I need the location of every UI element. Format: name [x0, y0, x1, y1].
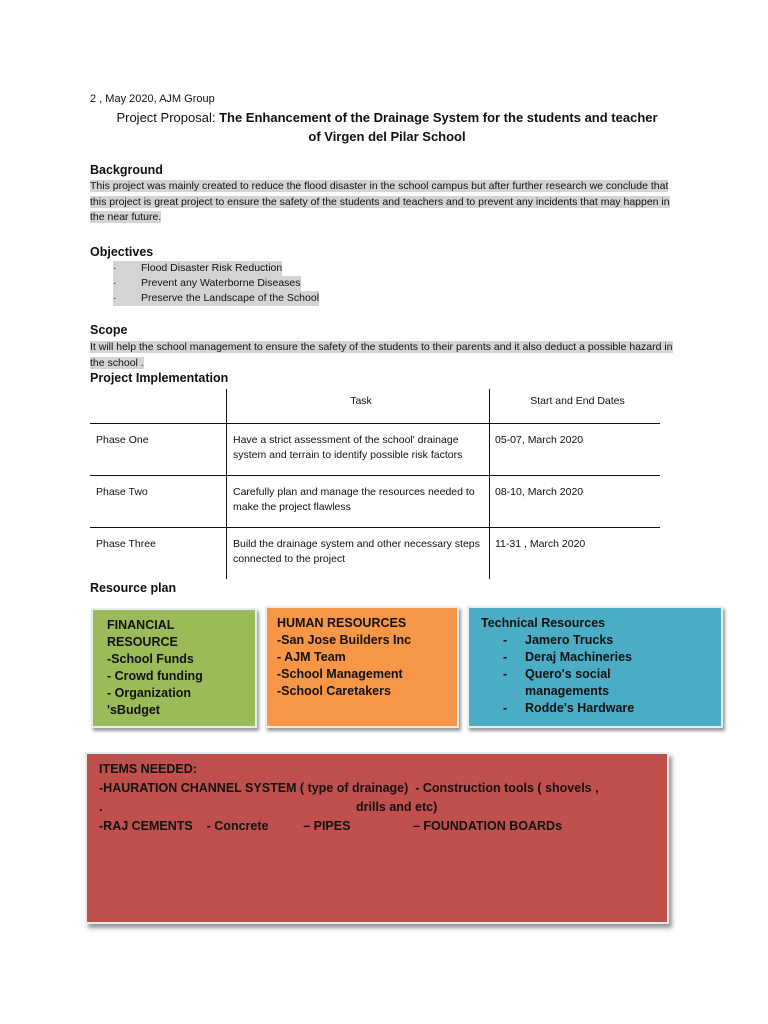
phase-cell: Phase Three — [96, 538, 156, 550]
technical-item: - Deraj Machineries — [503, 650, 632, 664]
financial-title: RESOURCE — [107, 635, 178, 649]
task-cell: Have a strict assessment of the school' drainage system and terrain to identify possible risk factors — [227, 424, 490, 476]
scope-heading: Scope — [90, 323, 128, 337]
financial-item: -School Funds — [107, 652, 194, 666]
background-heading: Background — [90, 163, 163, 177]
title-main-line1: The Enhancement of the Drainage System for the students and teacher — [219, 110, 658, 125]
financial-item: - Organization — [107, 686, 192, 700]
financial-item: - Crowd funding — [107, 669, 203, 683]
objective-item: · Preserve the Landscape of the School — [113, 292, 320, 304]
background-paragraph — [90, 179, 680, 226]
human-item: -San Jose Builders Inc — [277, 633, 412, 647]
task-cell: Build the drainage system and other necessary steps connected to the project — [227, 528, 490, 580]
objectives-heading: Objectives — [90, 245, 154, 259]
dates-cell: 08-10, March 2020 — [490, 476, 661, 528]
table-row — [90, 528, 660, 580]
document-date: 2 , May 2020, AJM Group — [90, 93, 215, 105]
table-row — [90, 476, 660, 528]
human-title: HUMAN RESOURCES — [277, 616, 407, 630]
objective-item: · Prevent any Waterborne Diseases — [113, 277, 301, 289]
objective-item: · Flood Disaster Risk Reduction — [113, 262, 283, 274]
human-item: -School Caretakers — [277, 684, 391, 698]
title-main-line2: of Virgen del Pilar School — [308, 129, 466, 144]
implementation-heading: Project Implementation — [90, 371, 229, 385]
financial-title: FINANCIAL — [107, 618, 175, 632]
phase-cell: Phase Two — [90, 476, 227, 528]
table-header-cell: Start and End Dates — [490, 389, 661, 424]
technical-resources-box — [467, 606, 723, 728]
human-resources-box — [265, 606, 459, 728]
dates-cell: 05-07, March 2020 — [490, 424, 661, 476]
technical-item: managements — [525, 684, 610, 698]
table-header-row — [90, 389, 660, 424]
dates-cell: 11-31 , March 2020 — [490, 528, 661, 580]
items-needed-line: ITEMS NEEDED: — [99, 762, 197, 776]
task-cell: Carefully plan and manage the resources needed to make the project flawless — [227, 476, 490, 528]
items-needed-line: . drills and etc) — [99, 800, 438, 814]
resource-plan-heading: Resource plan — [90, 581, 177, 595]
objectives-list — [113, 261, 319, 306]
technical-item: - Rodde's Hardware — [503, 701, 635, 715]
human-item: -School Management — [277, 667, 403, 681]
human-item: - AJM Team — [277, 650, 346, 664]
financial-item: 'sBudget — [107, 703, 160, 717]
implementation-table — [90, 389, 660, 579]
items-needed-line: -HAURATION CHANNEL SYSTEM ( type of drainage) - Construction tools ( shovels , — [99, 781, 599, 795]
financial-resource-box — [91, 608, 257, 728]
scope-paragraph — [90, 340, 680, 371]
table-header-cell: Task — [227, 389, 490, 424]
background-text: This project was mainly created to reduce the flood disaster in the school campus but after further research we conclude that this project is great project to ensure the safety of the students and teachers and to prevent any incidents that may happen in the near future. — [90, 180, 670, 223]
scope-text: It will help the school management to ensure the safety of the students to their parents and it also deduct a possible hazard in the school . — [90, 341, 673, 369]
phase-cell: Phase One — [90, 424, 227, 476]
proposal-title — [92, 108, 682, 146]
technical-title: Technical Resources — [481, 616, 606, 630]
technical-item: - Quero's social — [503, 667, 611, 681]
technical-item: - Jamero Trucks — [503, 633, 614, 647]
table-header-cell — [90, 389, 227, 424]
items-needed-box — [85, 752, 669, 924]
items-needed-line: -RAJ CEMENTS - Concrete – PIPES – FOUNDATION BOARDs — [99, 819, 563, 833]
title-label: Project Proposal: — [116, 110, 220, 125]
table-row — [90, 424, 660, 476]
